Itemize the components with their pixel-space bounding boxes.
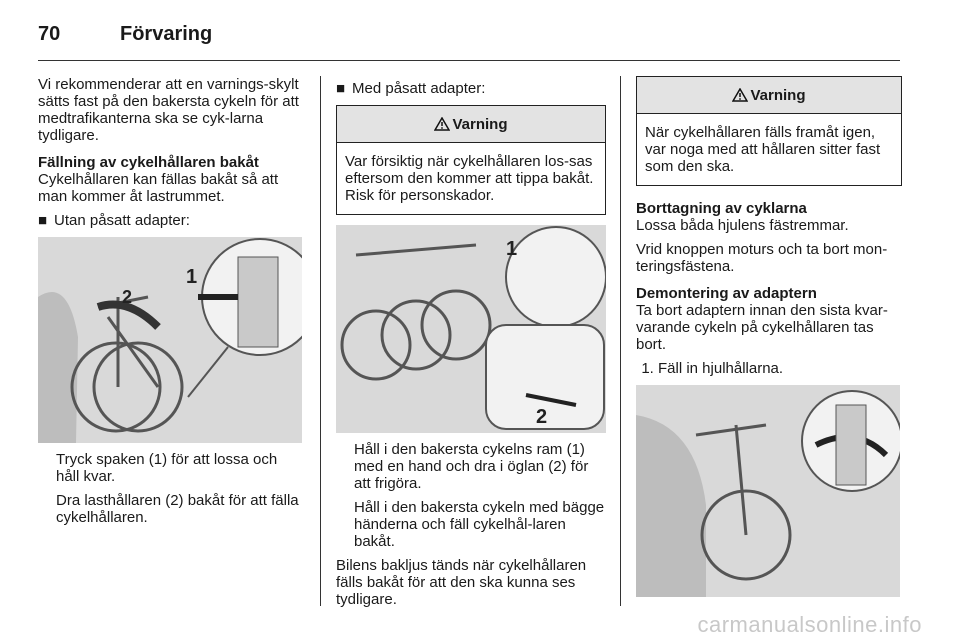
warning-title: Varning [452, 115, 508, 133]
column-divider [320, 76, 321, 606]
column-1 [38, 76, 304, 533]
subheading-text: Lossa båda hjulens fästremmar. [636, 217, 849, 234]
warning-triangle-icon [434, 117, 450, 131]
illustration-adapter [336, 225, 606, 433]
page-header [38, 18, 212, 50]
list-item: 1. Fäll in hjulhållarna. [658, 360, 902, 377]
wheel-holder-illustration [636, 385, 900, 597]
figure-label-2: 2 [536, 406, 548, 428]
step-1: Tryck spaken (1) för att lossa och håll kvar. [56, 451, 278, 485]
warning-box [636, 76, 902, 186]
subheading-fold-back: Fällning av cykelhållaren bakåt [38, 154, 259, 171]
note-paragraph: Bilens bakljus tänds när cykelhållaren fälls bakåt för att den ska kunna ses tydligare. [336, 557, 587, 608]
bike-carrier-adapter-illustration [336, 225, 606, 433]
watermark: carmanualsonline.info [697, 612, 922, 637]
intro-paragraph: Vi rekommenderar att en varnings-skylt sätts fast på den bakersta cykeln för att medtrafikanterna ska se cyk-larna tydligare. [38, 76, 299, 144]
bike-carrier-illustration [38, 237, 302, 443]
step-1: Håll i den bakersta cykelns ram (1) med en hand och dra i öglan (2) för att frigöra. [354, 441, 589, 492]
subheading-text: Ta bort adaptern innan den sista kvar-varande cykeln på cykelhållaren tas bort. [636, 302, 888, 353]
figure-label-1: 1 [506, 238, 518, 260]
column-2 [336, 76, 606, 615]
column-divider [620, 76, 621, 606]
subheading-remove-bikes: Borttagning av cyklarna [636, 200, 807, 217]
header-rule [38, 60, 900, 61]
warning-text: Var försiktig när cykelhållaren los-sas eftersom den kommer att tippa bakåt. Risk för personskador. [345, 153, 594, 204]
page-number: 70 [38, 22, 61, 45]
bullet-mark: ■ [336, 80, 346, 97]
bullet-text: Med påsatt adapter: [352, 80, 486, 97]
page-title: Förvaring [120, 22, 213, 45]
column-3 [636, 76, 902, 597]
warning-box [336, 105, 606, 215]
warning-title: Varning [750, 86, 806, 104]
illustration-wheel-holders [636, 385, 900, 597]
figure-label-2: 2 [122, 287, 133, 307]
paragraph: Vrid knoppen moturs och ta bort mon-teringsfästena. [636, 241, 888, 275]
bullet-text: Utan påsatt adapter: [54, 212, 190, 229]
warning-text: När cykelhållaren fälls framåt igen, var noga med att hållaren sitter fast som den ska. [645, 124, 881, 175]
step-2: Håll i den bakersta cykeln med bägge händerna och fäll cykelhål-laren bakåt. [354, 499, 605, 550]
warning-header [337, 106, 605, 143]
warning-triangle-icon [732, 88, 748, 102]
illustration-lever [38, 237, 302, 443]
step-2: Dra lasthållaren (2) bakåt för att fälla cykelhållaren. [56, 492, 299, 526]
figure-label-1: 1 [186, 266, 198, 288]
numbered-list [636, 360, 902, 377]
subheading-text: Cykelhållaren kan fällas bakåt så att man kommer åt lastrummet. [38, 171, 279, 205]
bullet-without-adapter [38, 212, 304, 229]
subheading-remove-adapter: Demontering av adaptern [636, 285, 817, 302]
bullet-mark: ■ [38, 212, 48, 229]
bullet-with-adapter [336, 80, 606, 97]
warning-header [637, 77, 901, 114]
